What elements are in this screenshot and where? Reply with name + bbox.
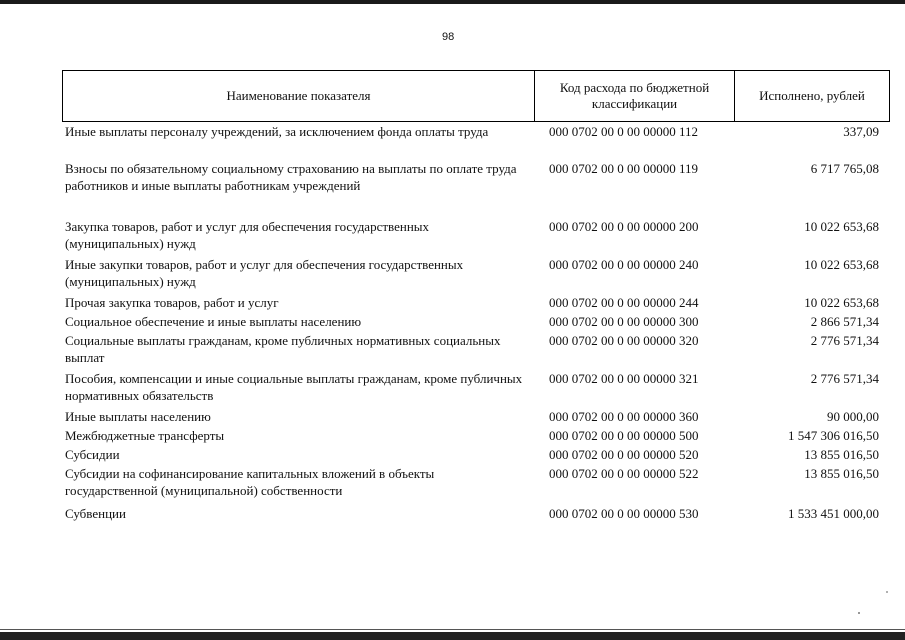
row-name: Субсидии на софинансирование капитальных вложений в объекты государственной (муниципальной) собственности [65, 466, 435, 498]
row-code: 000 0702 00 0 00 00000 520 [549, 447, 699, 462]
row-code: 000 0702 00 0 00 00000 500 [549, 428, 699, 443]
row-name: Иные выплаты персоналу учреждений, за исключением фонда оплаты труда [65, 124, 489, 139]
row-code: 000 0702 00 0 00 00000 321 [549, 371, 699, 386]
table-header [62, 70, 890, 122]
row-name: Межбюджетные трансферты [65, 428, 225, 443]
bottom-scan-border [0, 632, 905, 640]
row-amount: 10 022 653,68 [804, 257, 879, 272]
row-name: Прочая закупка товаров, работ и услуг [65, 295, 279, 310]
row-amount: 6 717 765,08 [810, 161, 879, 176]
row-name: Закупка товаров, работ и услуг для обеспечения государственных (муниципальных) нужд [65, 219, 430, 251]
row-amount: 1 533 451 000,00 [788, 506, 879, 521]
header-name: Наименование показателя [63, 71, 535, 121]
scan-speck [886, 591, 888, 593]
row-code: 000 0702 00 0 00 00000 300 [549, 314, 699, 329]
row-name: Взносы по обязательному социальному страхованию на выплаты по оплате труда работников и иные выплаты работникам учреждений [65, 161, 517, 193]
row-name: Иные закупки товаров, работ и услуг для обеспечения государственных (муниципальных) нужд [65, 257, 464, 289]
row-code: 000 0702 00 0 00 00000 200 [549, 219, 699, 234]
row-amount: 337,09 [843, 124, 879, 139]
row-name: Социальное обеспечение и иные выплаты населению [65, 314, 362, 329]
row-name: Социальные выплаты гражданам, кроме публичных нормативных социальных выплат [65, 333, 501, 365]
row-name: Субсидии [65, 447, 120, 462]
row-amount: 10 022 653,68 [804, 295, 879, 310]
row-amount: 2 776 571,34 [810, 333, 879, 348]
header-amount: Исполнено, рублей [759, 88, 865, 103]
row-code: 000 0702 00 0 00 00000 240 [549, 257, 699, 272]
row-amount: 13 855 016,50 [804, 466, 879, 481]
row-name: Пособия, компенсации и иные социальные выплаты гражданам, кроме публичных нормативных обязательств [65, 371, 523, 403]
row-code: 000 0702 00 0 00 00000 244 [549, 295, 699, 310]
row-code: 000 0702 00 0 00 00000 530 [549, 506, 699, 521]
row-code: 000 0702 00 0 00 00000 360 [549, 409, 699, 424]
row-name: Субвенции [65, 506, 126, 521]
row-amount: 13 855 016,50 [804, 447, 879, 462]
top-scan-border [0, 0, 905, 4]
row-amount: 2 776 571,34 [810, 371, 879, 386]
row-code: 000 0702 00 0 00 00000 320 [549, 333, 699, 348]
row-code: 000 0702 00 0 00 00000 119 [549, 161, 699, 176]
row-amount: 2 866 571,34 [810, 314, 879, 329]
row-code: 000 0702 00 0 00 00000 522 [549, 466, 699, 481]
row-amount: 10 022 653,68 [804, 219, 879, 234]
row-amount: 90 000,00 [827, 409, 879, 424]
bottom-scan-line [0, 629, 905, 630]
scan-speck [858, 612, 860, 614]
row-name: Иные выплаты населению [65, 409, 211, 424]
page-number: 98 [442, 31, 455, 43]
header-code: Код расхода по бюджетной классификации [535, 71, 735, 121]
row-code: 000 0702 00 0 00 00000 112 [549, 124, 699, 139]
row-amount: 1 547 306 016,50 [788, 428, 879, 443]
